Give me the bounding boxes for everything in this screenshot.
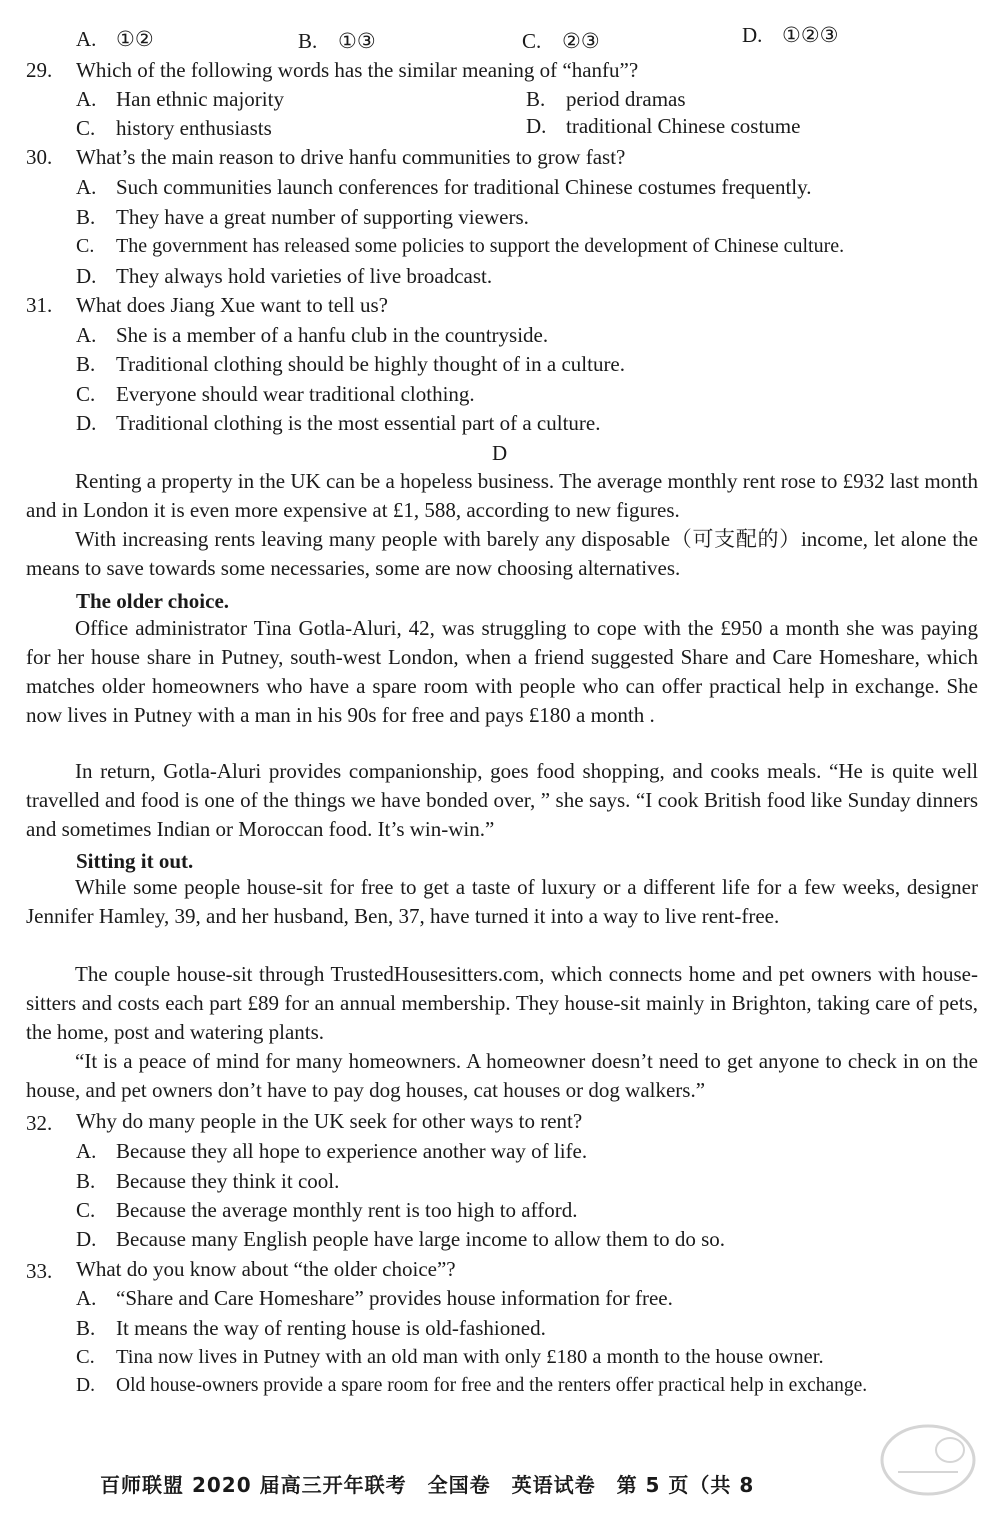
- passage-paragraph-5: While some people house-sit for free to get a taste of luxury or a different life for a few weeks, designer Jennifer Hamley, 39, and her husband, Ben, 37, have turned it into a way to live rent-free.: [26, 875, 978, 928]
- option-text: Traditional clothing is the most essential part of a culture.: [116, 411, 601, 435]
- option-text: The government has released some policies to support the development of Chinese culture.: [116, 235, 845, 257]
- option-text: ②③: [562, 29, 600, 53]
- subheading-older-choice: The older choice.: [76, 589, 230, 613]
- passage-paragraph-7: “It is a peace of mind for many homeowners. A homeowner doesn’t need to get anyone to check in on the house, and pet owners don’t have to pay dog houses, cat houses or dog walkers.”: [26, 1049, 978, 1102]
- page-footer: 百师联盟 2020 届高三开年联考 全国卷 英语试卷 第 5 页（共 8: [100, 1473, 755, 1497]
- q29-option-b: [526, 86, 686, 112]
- option-text: Because they think it cool.: [116, 1169, 340, 1193]
- option-letter: B.: [76, 352, 96, 376]
- section-heading: D: [492, 441, 508, 465]
- q31-option-c: [76, 381, 475, 407]
- q29-number: 29.: [26, 58, 53, 82]
- option-text: history enthusiasts: [116, 116, 272, 140]
- q32-option-c: [76, 1197, 577, 1223]
- q30-option-b: [76, 204, 529, 230]
- option-letter: A.: [76, 1139, 97, 1163]
- option-letter: B.: [298, 29, 318, 53]
- option-letter: B.: [76, 1316, 96, 1340]
- q32-option-b: [76, 1168, 339, 1194]
- answer-stamp-icon: [878, 1420, 978, 1500]
- option-letter: C.: [76, 1198, 96, 1222]
- q30-option-a: [76, 174, 812, 200]
- q28-option-c: [522, 28, 600, 54]
- option-letter: D.: [76, 1375, 95, 1396]
- option-letter: C.: [76, 1346, 95, 1368]
- q31-question: What does Jiang Xue want to tell us?: [76, 293, 389, 317]
- q33-option-d: [76, 1373, 867, 1399]
- option-letter: D.: [76, 1227, 97, 1251]
- option-letter: D.: [76, 264, 97, 288]
- passage-paragraph-2: With increasing rents leaving many people with barely any disposable（可支配的）income, let alone the means to save towards some necessaries, some are now choosing alternatives.: [26, 527, 978, 580]
- q31-option-a: [76, 322, 548, 348]
- option-letter: A.: [76, 323, 97, 347]
- q33-option-c: [76, 1344, 824, 1370]
- q30-option-d: [76, 263, 492, 289]
- q28-option-a: [76, 26, 154, 52]
- option-letter: B.: [526, 87, 546, 111]
- option-text: They have a great number of supporting viewers.: [116, 205, 529, 229]
- q32-option-d: [76, 1226, 725, 1252]
- q29-question: Which of the following words has the similar meaning of “hanfu”?: [76, 58, 639, 82]
- option-text: Because many English people have large income to allow them to do so.: [116, 1227, 726, 1251]
- passage-paragraph-4: In return, Gotla-Aluri provides companionship, goes food shopping, and cooks meals. “He is quite well travelled and food is one of the things we have bonded over, ” she says. “I cook British food like Sunday dinners and sometimes Indian or Moroccan food. It’s win-win.”: [26, 759, 978, 841]
- q32-number: 32.: [26, 1111, 53, 1135]
- option-text: Old house-owners provide a spare room for free and the renters offer practical help in exchange.: [116, 1375, 868, 1396]
- option-letter: A.: [76, 1286, 97, 1310]
- q33-number: 33.: [26, 1259, 53, 1283]
- q31-number: 31.: [26, 293, 53, 317]
- option-text: Han ethnic majority: [116, 87, 284, 111]
- q30-option-c: [76, 233, 844, 259]
- option-text: ①②: [116, 27, 154, 51]
- option-letter: C.: [76, 116, 96, 140]
- option-letter: C.: [522, 29, 542, 53]
- option-text: They always hold varieties of live broadcast.: [116, 264, 493, 288]
- passage-paragraph-1: Renting a property in the UK can be a hopeless business. The average monthly rent rose to £932 last month and in London it is even more expensive at £1, 588, according to new figures.: [26, 469, 978, 522]
- option-text: Because the average monthly rent is too high to afford.: [116, 1198, 578, 1222]
- option-letter: A.: [76, 87, 97, 111]
- q29-option-d: [526, 113, 800, 139]
- option-letter: D.: [742, 23, 763, 47]
- option-text: It means the way of renting house is old-fashioned.: [116, 1316, 546, 1340]
- passage-paragraph-6: The couple house-sit through TrustedHousesitters.com, which connects home and pet owners with house-sitters and costs each part £89 for an annual membership. They house-sit mainly in Brighton, taking care of pets, the home, post and watering plants.: [26, 962, 978, 1044]
- option-text: Such communities launch conferences for traditional Chinese costumes frequently.: [116, 175, 812, 199]
- option-text: ①②③: [782, 23, 839, 47]
- option-text: period dramas: [566, 87, 686, 111]
- option-text: ①③: [338, 29, 376, 53]
- option-letter: B.: [76, 205, 96, 229]
- option-letter: A.: [76, 27, 97, 51]
- option-text: Because they all hope to experience another way of life.: [116, 1139, 588, 1163]
- option-letter: C.: [76, 235, 95, 257]
- option-text: She is a member of a hanfu club in the countryside.: [116, 323, 549, 347]
- q32-question: Why do many people in the UK seek for other ways to rent?: [76, 1109, 583, 1133]
- q28-option-b: [298, 28, 376, 54]
- q33-option-b: [76, 1315, 546, 1341]
- q28-option-d: [742, 22, 838, 48]
- subheading-sitting-it-out: Sitting it out.: [76, 849, 194, 873]
- q30-number: 30.: [26, 145, 53, 169]
- option-letter: A.: [76, 175, 97, 199]
- q33-option-a: [76, 1285, 673, 1311]
- option-text: Tina now lives in Putney with an old man with only £180 a month to the house owner.: [116, 1346, 824, 1368]
- q31-option-b: [76, 351, 625, 377]
- option-text: Traditional clothing should be highly thought of in a culture.: [116, 352, 626, 376]
- option-text: Everyone should wear traditional clothing.: [116, 382, 475, 406]
- option-text: “Share and Care Homeshare” provides house information for free.: [116, 1286, 673, 1310]
- q31-option-d: [76, 410, 600, 436]
- q29-option-c: [76, 115, 272, 141]
- option-letter: D.: [526, 114, 547, 138]
- option-text: traditional Chinese costume: [566, 114, 801, 138]
- q29-option-a: [76, 86, 284, 112]
- option-letter: B.: [76, 1169, 96, 1193]
- q33-question: What do you know about “the older choice”?: [76, 1257, 456, 1281]
- passage-paragraph-3: Office administrator Tina Gotla-Aluri, 42, was struggling to cope with the £950 a month she was paying for her house share in Putney, south-west London, when a friend suggested Share and Care Homeshare, which matches older homeowners who have a spare room with people who can offer practical help in exchange. She now lives in Putney with a man in his 90s for free and pays £180 a month .: [26, 616, 978, 727]
- option-letter: C.: [76, 382, 96, 406]
- q30-question: What’s the main reason to drive hanfu communities to grow fast?: [76, 145, 626, 169]
- option-letter: D.: [76, 411, 97, 435]
- q32-option-a: [76, 1138, 587, 1164]
